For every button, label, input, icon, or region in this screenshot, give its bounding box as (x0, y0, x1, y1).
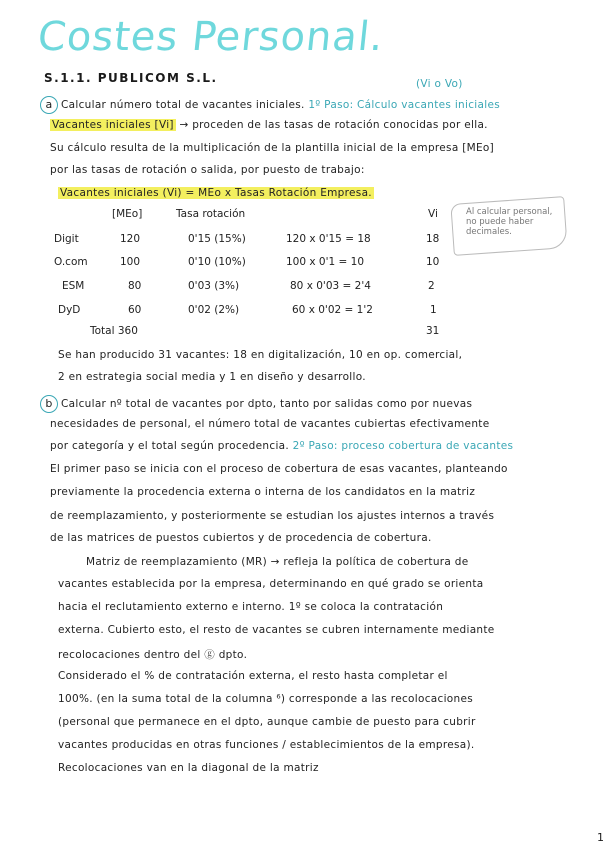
header-vi: Vi (428, 208, 438, 220)
para2-line: Considerado el % de contratación externa, el resto hasta completar el (58, 670, 448, 682)
para2-line: externa. Cubierto esto, el resto de vacantes se cubren internamente mediante (58, 624, 495, 636)
table-total-label: Total 360 (90, 325, 138, 337)
header-tasa: Tasa rotación (176, 208, 246, 220)
para2-line: vacantes establecida por la empresa, determinando en qué grado se orienta (58, 578, 484, 590)
para2-line: (personal que permanece en el dpto, aunque cambie de puesto para cubrir (58, 716, 476, 728)
row-calc: 60 x 0'02 = 1'2 (292, 304, 373, 316)
row-meo: 80 (128, 280, 142, 292)
row-meo: 60 (128, 304, 142, 316)
summary-line: 2 en estrategia social media y 1 en diseño y desarrollo. (58, 371, 366, 383)
row-calc: 100 x 0'1 = 10 (286, 256, 365, 268)
section-b-line3: por categoría y el total según procedencia. 2º Paso: proceso cobertura de vacantes (50, 440, 514, 452)
para1-line: previamente la procedencia externa o interna de los candidatos en la matriz (50, 486, 476, 498)
section-a-line4: por las tasas de rotación o salida, por puesto de trabajo: (50, 164, 365, 176)
para2-line: vacantes producidas en otras funciones / establecimientos de la empresa). (58, 739, 475, 751)
row-vi: 1 (430, 304, 437, 316)
row-vi: 18 (426, 233, 440, 245)
section-b-marker: b (40, 395, 58, 413)
page-number: 1 (597, 831, 604, 844)
row-label: O.com (54, 256, 88, 268)
para1-line: El primer paso se inicia con el proceso de cobertura de esas vacantes, planteando (50, 463, 508, 475)
section-b-line1: b Calcular nº total de vacantes por dpto, tanto por salidas como por nuevas (40, 395, 472, 413)
vi-vo-note: (Vi o Vo) (416, 78, 463, 90)
row-meo: 100 (120, 256, 141, 268)
section-a-line3: Su cálculo resulta de la multiplicación de la plantilla inicial de la empresa [MEo] (50, 142, 495, 154)
summary-line: Se han producido 31 vacantes: 18 en digitalización, 10 en op. comercial, (58, 349, 463, 361)
step2-label: 2º Paso: proceso cobertura de vacantes (292, 440, 514, 452)
formula: Vacantes iniciales (Vi) = MEo x Tasas Rotación Empresa. (60, 187, 372, 199)
row-tasa: 0'02 (2%) (188, 304, 240, 316)
para1-line: de las matrices de puestos cubiertos y de procedencia de cobertura. (50, 532, 432, 544)
highlight-vacantes: Vacantes iniciales [Vi] (52, 119, 174, 131)
para2-line: hacia el reclutamiento externo e interno. 1º se coloca la contratación (58, 601, 444, 613)
row-label: ESM (62, 280, 85, 292)
section-b-line2: necesidades de personal, el número total de vacantes cubiertas efectivamente (50, 418, 490, 430)
para2-line: 100%. (en la suma total de la columna ⁶) corresponde a las recolocaciones (58, 693, 473, 705)
row-tasa: 0'10 (10%) (188, 256, 246, 268)
section-a-marker: a (40, 96, 58, 114)
row-label: DyD (58, 304, 81, 316)
row-meo: 120 (120, 233, 141, 245)
company-heading: S.1.1. PUBLICOM S.L. (44, 71, 218, 85)
section-a-line2: Vacantes iniciales [Vi] → proceden de las tasas de rotación conocidas por ella. (52, 119, 488, 131)
section-a-line1: a Calcular número total de vacantes iniciales. 1º Paso: Cálculo vacantes iniciales (40, 96, 500, 114)
row-calc: 120 x 0'15 = 18 (286, 233, 371, 245)
row-vi: 2 (428, 280, 435, 292)
page-title: Costes Personal. (35, 14, 387, 60)
step1-label: 1º Paso: Cálculo vacantes iniciales (308, 99, 500, 111)
para1-line: de reemplazamiento, y posteriormente se estudian los ajustes internos a través (50, 510, 495, 522)
row-vi: 10 (426, 256, 440, 268)
table-total-vi: 31 (426, 325, 440, 337)
para2-line: recolocaciones dentro del ⓖ dpto. (58, 649, 248, 661)
header-meo: [MEo] (112, 208, 143, 220)
row-calc: 80 x 0'03 = 2'4 (290, 280, 371, 292)
side-note: Al calcular personal, no puede haber decimales. (466, 207, 553, 237)
row-label: Digit (54, 233, 79, 245)
row-tasa: 0'15 (15%) (188, 233, 246, 245)
para2-line: Matriz de reemplazamiento (MR) → refleja la política de cobertura de (86, 556, 469, 568)
para2-line: Recolocaciones van en la diagonal de la matriz (58, 762, 319, 774)
row-tasa: 0'03 (3%) (188, 280, 240, 292)
